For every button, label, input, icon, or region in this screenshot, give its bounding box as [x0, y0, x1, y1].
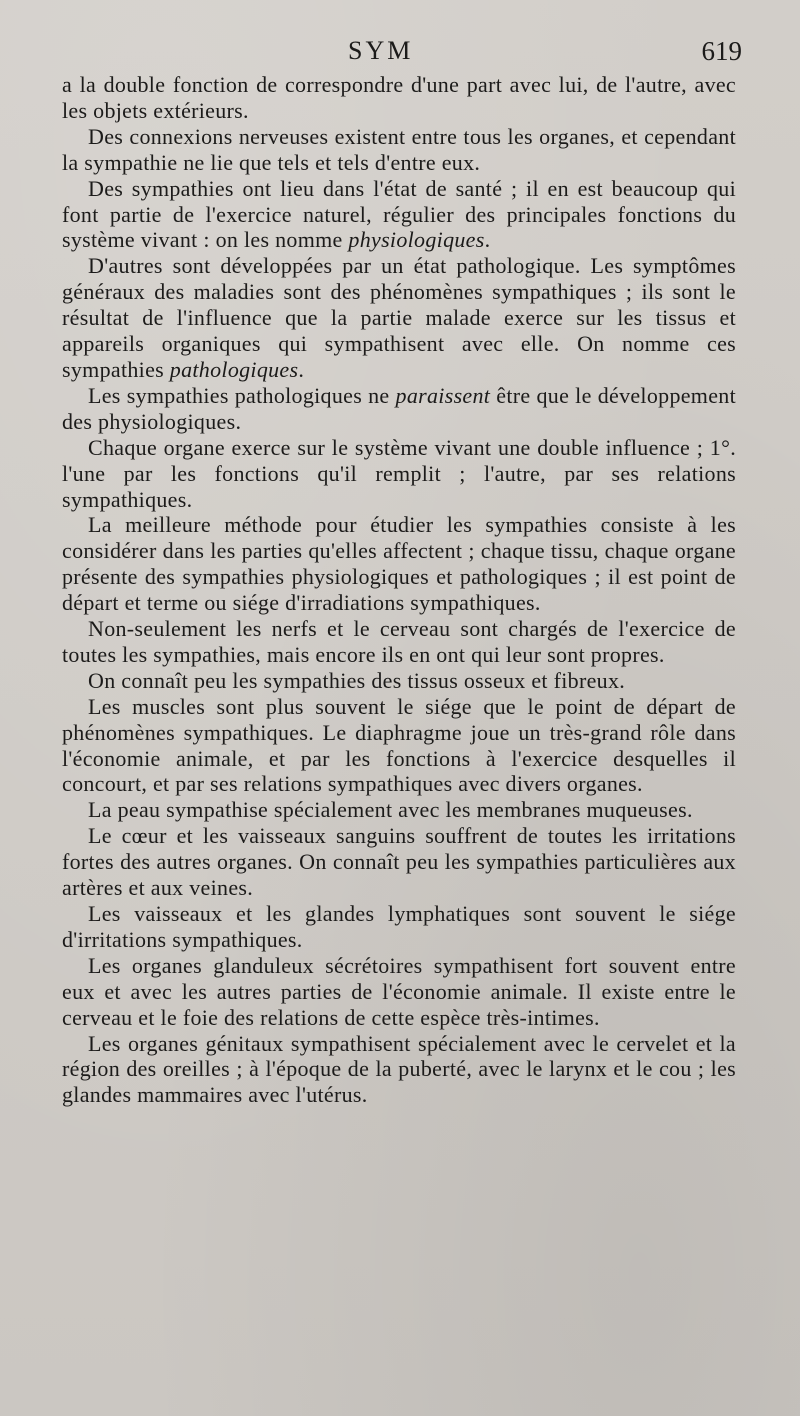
paragraph-text: a la double fonction de correspondre d'une part avec lui, de l'autre, avec les objets extérieurs.	[62, 72, 736, 123]
paragraph-9	[62, 668, 736, 694]
paragraph-text: Les muscles sont plus souvent le siége que le point de départ de phénomènes sympathiques. Le diaphragme joue un très-grand rôle dans l'économie animale, et par les fonctions à l'exercice desquelles il concourt, et par ses relations sympathiques avec divers organes.	[62, 693, 736, 797]
paragraph-12	[62, 823, 736, 901]
running-title: SYM	[348, 36, 414, 65]
italic-term: paraissent	[395, 382, 491, 408]
paragraph-text: La peau sympathise spécialement avec les membranes muqueuses.	[88, 797, 693, 823]
paragraph-text: D'autres sont développées par un état pathologique. Les symptômes généraux des maladies sont des phénomènes sympathiques ; ils sont le résultat de l'influence que la partie malade exerce sur les tissus et appareils organiques qui sympathisent avec elle. On nomme ces sympathies	[62, 253, 736, 382]
paragraph-text: Non-seulement les nerfs et le cerveau sont chargés de l'exercice de toutes les sympathies, mais encore ils en ont qui leur sont propres.	[62, 616, 736, 667]
paragraph-text: Des sympathies ont lieu dans l'état de santé ; il en est beaucoup qui font partie de l'exercice naturel, régulier des principales fonctions du système vivant : on les nomme	[62, 175, 736, 253]
paragraph-text: Des connexions nerveuses existent entre tous les organes, et cependant la sympathie ne lie que tels et tels d'entre eux.	[62, 123, 736, 175]
paragraph-13	[62, 901, 736, 953]
paragraph-15	[62, 1031, 736, 1109]
page-number: 619	[701, 36, 742, 66]
paragraph-text: Les vaisseaux et les glandes lymphatiques sont souvent le siége d'irritations sympathiques.	[62, 901, 736, 952]
paragraph-14	[62, 953, 736, 1031]
paragraph-text: La meilleure méthode pour étudier les sympathies consiste à les considérer dans les parties qu'elles affectent ; chaque tissu, chaque organe présente des sympathies physiologiques et pathologiques ; il est point de départ et terme ou siége d'irradiations sympathiques.	[62, 512, 736, 616]
paragraph-text: Le cœur et les vaisseaux sanguins souffrent de toutes les irritations fortes des autres organes. On connaît peu les sympathies particulières aux artères et aux veines.	[62, 823, 736, 901]
paragraph-1	[62, 72, 736, 124]
italic-term: pathologiques	[169, 356, 299, 382]
paragraph-7	[62, 512, 736, 616]
paragraph-text: être que le développement des physiologiques.	[62, 382, 736, 434]
paragraph-10	[62, 694, 736, 798]
running-head	[0, 36, 800, 70]
paragraph-text: Chaque organe exerce sur le système vivant une double influence ; 1°. l'une par les fonctions qu'il remplit ; l'autre, par ses relations sympathiques.	[62, 434, 736, 512]
paragraph-text: .	[298, 356, 305, 382]
paragraph-6	[62, 435, 736, 513]
italic-term: physiologiques	[348, 227, 485, 253]
paragraph-2	[62, 124, 736, 176]
body-text	[62, 72, 736, 1108]
paragraph-text: On connaît peu les sympathies des tissus osseux et fibreux.	[88, 667, 626, 693]
paragraph-text: Les sympathies pathologiques ne	[88, 382, 396, 408]
paragraph-text: Les organes glanduleux sécrétoires sympathisent fort souvent entre eux et avec les autres parties de l'économie animale. Il existe entre le cerveau et le foie des relations de cette espèce très-intimes.	[62, 952, 736, 1030]
paragraph-text: Les organes génitaux sympathisent spécialement avec le cervelet et la région des oreilles ; à l'époque de la puberté, avec le larynx et le cou ; les glandes mammaires avec l'utérus.	[62, 1030, 736, 1108]
paragraph-11	[62, 797, 736, 823]
paragraph-3	[62, 176, 736, 254]
paragraph-text: .	[484, 227, 491, 253]
paragraph-4	[62, 253, 736, 383]
paragraph-5	[62, 383, 736, 435]
paragraph-8	[62, 616, 736, 668]
